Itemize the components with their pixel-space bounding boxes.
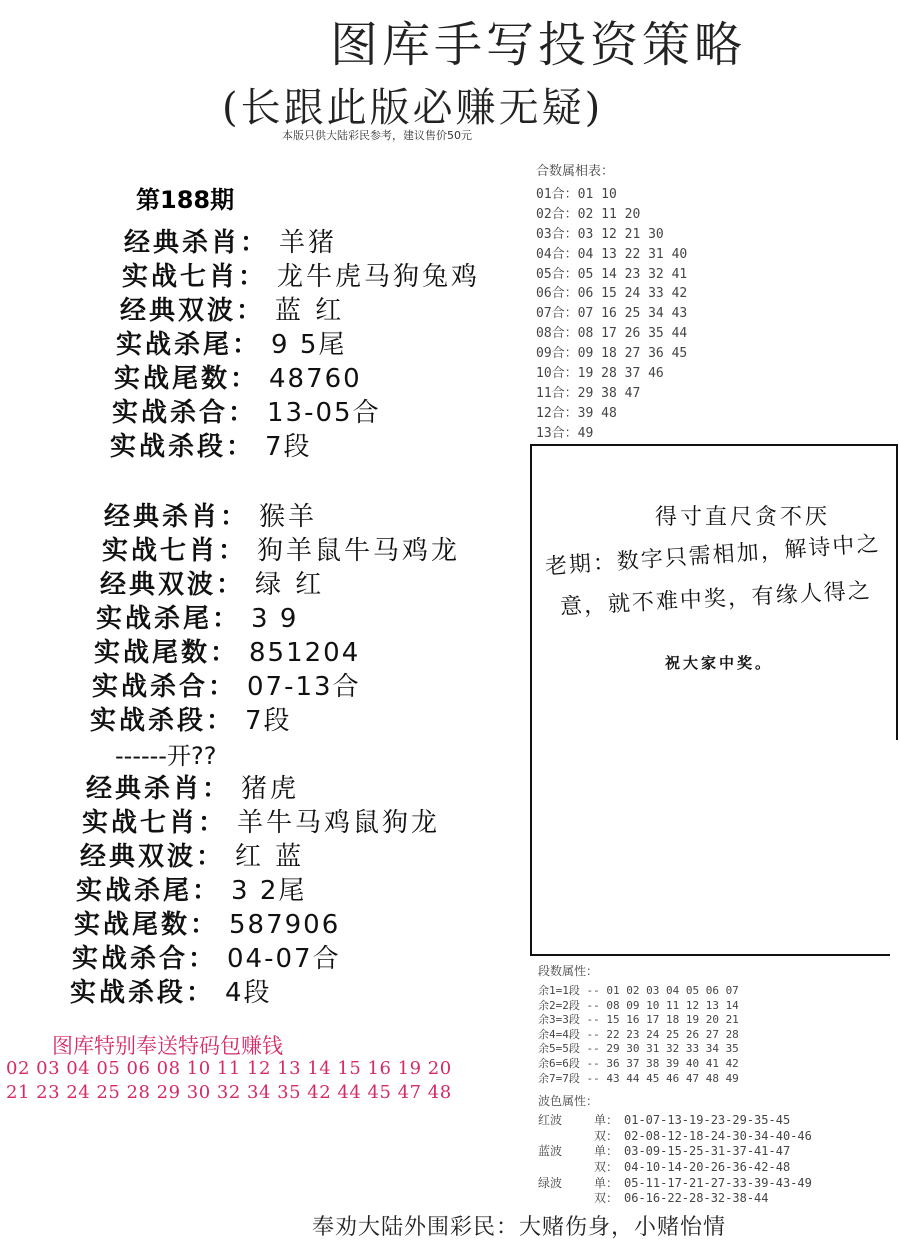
poem-line-1: 得寸直尺贪不厌 — [655, 505, 831, 530]
poem-line-3: 意，就不难中奖，有缘人得之 — [559, 578, 873, 620]
row-value: 48760 — [269, 364, 362, 394]
strategy-row — [100, 564, 324, 601]
wave-type: 单： — [593, 1113, 618, 1127]
strategy-row — [110, 426, 312, 463]
row-label: 实战杀尾： — [76, 876, 222, 906]
row-label: 经典杀肖： — [104, 502, 250, 532]
row-value: 07-13合 — [247, 672, 361, 702]
strategy-row — [114, 358, 362, 395]
sum-table-row: 12合：39 48 — [536, 405, 617, 421]
row-label: 实战杀尾： — [96, 604, 242, 634]
wave-type: 双： — [593, 1160, 618, 1175]
strategy-row — [82, 802, 440, 839]
sum-table-title: 合数属相表： — [536, 164, 615, 179]
row-label: 实战尾数： — [94, 638, 240, 668]
segment-table — [538, 962, 739, 1084]
row-value: 猪虎 — [241, 774, 300, 804]
sum-table-row: 04合：04 13 22 31 40 — [536, 246, 688, 262]
sum-table-row: 03合：03 12 21 30 — [536, 226, 664, 242]
wave-color-table — [538, 1092, 812, 1205]
row-value: 4段 — [225, 978, 272, 1008]
wave-numbers: 04-10-14-20-26-36-42-48 — [624, 1160, 791, 1175]
row-label: 经典双波： — [80, 842, 226, 872]
page-title: 图库手写投资策略 — [330, 17, 747, 73]
row-value: 7段 — [265, 432, 312, 462]
promo-numbers-line-2: 21 23 24 25 28 29 30 32 34 35 42 44 45 47 48 — [6, 1082, 452, 1103]
strategy-row — [120, 290, 344, 327]
box-edge-gap — [890, 740, 900, 960]
row-label: 实战七肖： — [102, 536, 248, 566]
segment-table-row: 余6=6段 -- 36 37 38 39 40 41 42 — [538, 1056, 739, 1070]
sum-table-row: 01合：01 10 — [536, 187, 617, 202]
segment-table-row: 余4=4段 -- 22 23 24 25 26 27 28 — [538, 1027, 739, 1041]
wave-table-row — [538, 1158, 812, 1174]
sum-zodiac-table — [536, 160, 687, 442]
wave-table-row — [538, 1142, 812, 1158]
wave-numbers: 05-11-17-21-27-33-39-43-49 — [624, 1175, 812, 1190]
strategy-row — [80, 836, 304, 873]
row-value: 587906 — [229, 910, 341, 940]
footer-advice: 奉劝大陆外围彩民：大赌伤身，小赌怡情 — [312, 1215, 727, 1240]
promo-numbers-line-1: 02 03 04 05 06 08 10 11 12 13 14 15 16 19 20 — [6, 1058, 452, 1079]
row-label: 实战尾数： — [114, 364, 260, 394]
row-value: 猴羊 — [259, 502, 318, 532]
row-label: 实战杀合： — [112, 398, 258, 428]
wave-numbers: 03-09-15-25-31-37-41-47 — [624, 1144, 791, 1159]
row-value: 羊牛马鸡鼠狗龙 — [237, 808, 441, 838]
row-value: 绿 红 — [255, 570, 325, 600]
row-value: 龙牛虎马狗兔鸡 — [277, 262, 481, 292]
segment-table-row: 余3=3段 -- 15 16 17 18 19 20 21 — [538, 1013, 739, 1027]
poem-line-2: 老期：数字只需相加，解诗中之 — [544, 531, 882, 580]
period-number: 第188期 — [136, 186, 235, 214]
promo-title: 图库特别奉送特码包赚钱 — [52, 1034, 283, 1058]
strategy-row — [92, 666, 361, 703]
row-label: 实战杀合： — [92, 672, 238, 702]
wave-table-title: 波色属性： — [538, 1094, 599, 1108]
wave-name: 红波 — [538, 1113, 563, 1127]
wave-table-row — [538, 1111, 812, 1127]
row-value: 9 5尾 — [271, 330, 347, 360]
wish-text: 祝大家中奖。 — [665, 654, 774, 672]
strategy-row — [76, 870, 306, 907]
row-value: 04-07合 — [227, 944, 341, 974]
row-label: 实战杀段： — [70, 978, 216, 1008]
row-label: 经典双波： — [100, 570, 246, 600]
page-subtitle: (长跟此版必赚无疑) — [222, 85, 604, 131]
segment-table-row: 余1=1段 -- 01 02 03 04 05 06 07 — [538, 984, 739, 997]
row-label: 实战七肖： — [122, 262, 268, 292]
sum-table-row: 02合：02 11 20 — [536, 206, 641, 222]
wave-numbers: 02-08-12-18-24-30-34-40-46 — [624, 1128, 812, 1143]
row-value: 蓝 红 — [275, 296, 345, 326]
strategy-row — [72, 938, 341, 975]
sum-table-row: 09合：09 18 27 36 45 — [536, 346, 688, 362]
strategy-row — [112, 392, 381, 429]
strategy-row — [74, 904, 340, 941]
segment-table-title: 段数属性： — [538, 964, 599, 978]
sum-table-row: 08合：08 17 26 35 44 — [536, 326, 688, 342]
row-value: 851204 — [249, 638, 361, 668]
wave-type: 单： — [593, 1175, 618, 1190]
row-value: 羊猪 — [279, 228, 338, 258]
row-label: 实战杀合： — [72, 944, 218, 974]
strategy-row — [96, 598, 298, 635]
row-label: 实战尾数： — [74, 910, 220, 940]
sum-table-row: 05合：05 14 23 32 41 — [536, 266, 688, 282]
price-note: 本版只供大陆彩民参考，建议售价50元 — [282, 129, 472, 142]
strategy-row — [90, 700, 292, 737]
wave-name: 蓝波 — [538, 1144, 563, 1159]
row-value: 7段 — [245, 706, 292, 736]
strategy-row — [94, 632, 360, 669]
wave-numbers: 06-16-22-28-32-38-44 — [624, 1191, 769, 1206]
row-label: 实战杀段： — [110, 432, 256, 462]
row-value: 3 9 — [251, 604, 299, 634]
divider-text: ------开?? — [115, 742, 217, 770]
row-label: 经典杀肖： — [124, 228, 270, 258]
row-label: 经典杀肖： — [86, 774, 232, 804]
wave-table-row — [538, 1127, 812, 1143]
sum-table-row: 10合：19 28 37 46 — [536, 366, 664, 382]
strategy-row — [116, 324, 346, 361]
sum-table-row: 07合：07 16 25 34 43 — [536, 306, 688, 322]
segment-table-row: 余7=7段 -- 43 44 45 46 47 48 49 — [538, 1071, 739, 1085]
segment-table-row: 余5=5段 -- 29 30 31 32 33 34 35 — [538, 1042, 739, 1056]
wave-type: 双： — [593, 1128, 618, 1143]
strategy-row — [86, 768, 299, 805]
row-value: 3 2尾 — [231, 876, 307, 906]
strategy-row — [70, 972, 272, 1009]
wave-table-row — [538, 1189, 812, 1205]
segment-table-row: 余2=2段 -- 08 09 10 11 12 13 14 — [538, 998, 739, 1012]
wave-type: 单： — [593, 1144, 618, 1159]
strategy-row — [122, 256, 480, 293]
wave-table-row — [538, 1174, 812, 1190]
row-label: 经典双波： — [120, 296, 266, 326]
row-value: 13-05合 — [267, 398, 381, 428]
sum-table-row: 13合：49 — [536, 425, 594, 441]
row-label: 实战杀尾： — [116, 330, 262, 360]
sum-table-row: 06合：06 15 24 33 42 — [536, 286, 688, 302]
sum-table-row: 11合：29 38 47 — [536, 385, 641, 401]
row-value: 红 蓝 — [235, 842, 305, 872]
row-value: 狗羊鼠牛马鸡龙 — [257, 536, 461, 566]
strategy-row — [104, 496, 317, 533]
wave-type: 双： — [593, 1191, 618, 1206]
strategy-row — [124, 222, 337, 259]
wave-name: 绿波 — [538, 1175, 563, 1190]
row-label: 实战七肖： — [82, 808, 228, 838]
wave-numbers: 01-07-13-19-23-29-35-45 — [624, 1113, 791, 1127]
strategy-row — [102, 530, 460, 567]
row-label: 实战杀段： — [90, 706, 236, 736]
